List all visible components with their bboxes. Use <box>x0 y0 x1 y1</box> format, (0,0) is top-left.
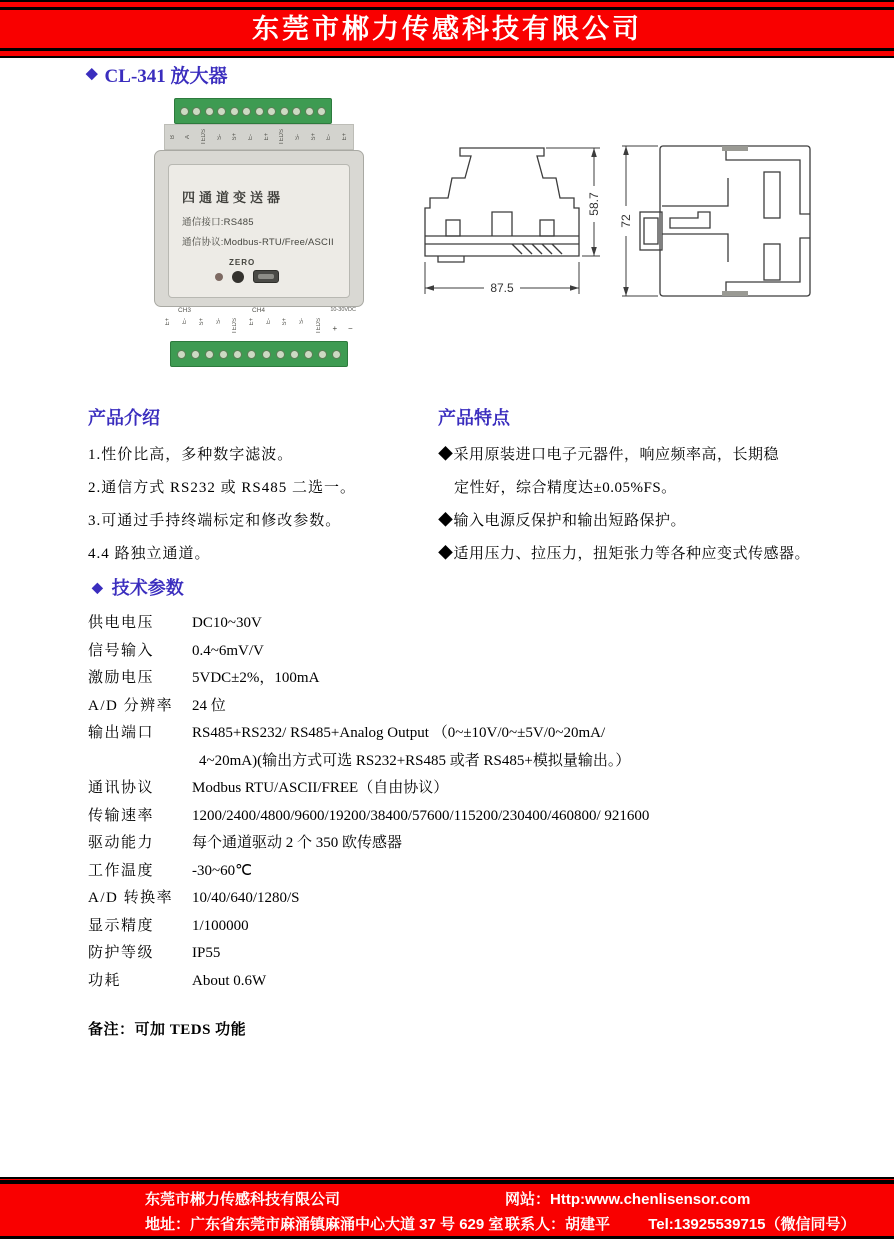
mini-usb-port <box>253 270 279 283</box>
spec-label: 激励电压 <box>88 670 155 686</box>
spec-value: About 0.6W <box>192 972 267 989</box>
ch4-label: CH4 <box>252 307 266 314</box>
spec-value: -30~60℃ <box>192 862 252 879</box>
screw-terminal <box>267 107 276 116</box>
spec-value: 10/40/640/1280/S <box>192 890 300 906</box>
terminal-block-bottom <box>170 341 348 367</box>
diamond-icon: ◆ <box>86 66 98 82</box>
side-view-drawing <box>614 136 819 308</box>
screw-terminal <box>317 107 326 116</box>
footer-content <box>145 1187 874 1237</box>
page-footer <box>0 1177 894 1239</box>
zero-button <box>232 271 244 283</box>
specs-heading-text: 技术参数 <box>111 578 184 598</box>
spec-value: 1200/2400/4800/9600/19200/38400/57600/115200/230400/460800/ 921600 <box>192 807 650 824</box>
screw-terminal <box>305 107 314 116</box>
device-case <box>154 150 364 307</box>
spec-row <box>88 638 858 666</box>
screw-terminal <box>242 107 251 116</box>
screw-terminal <box>230 107 239 116</box>
spec-value: Modbus RTU/ASCII/FREE（自由协议） <box>192 780 449 796</box>
spec-value: 每个通道驱动 2 个 350 欧传感器 <box>192 835 403 851</box>
power-minus-label: − <box>347 324 353 333</box>
device-model-label: 四通道变送器 <box>182 190 285 205</box>
note-teds: 备注：可加 TEDS 功能 <box>88 1022 247 1038</box>
feature-line: ◆输入电源反保护和输出短路保护。 <box>438 513 687 529</box>
screw-terminal <box>262 350 271 359</box>
screw-terminal <box>219 350 228 359</box>
pin-label: TEDS <box>201 128 208 145</box>
zero-label: ZERO <box>229 258 256 267</box>
pin-label: S+ <box>282 318 289 326</box>
dimension-height-front: 58.7 <box>587 192 601 216</box>
device-faceplate <box>168 164 350 298</box>
spec-row <box>88 913 858 941</box>
pin-label: B <box>169 134 176 139</box>
led-indicator <box>215 273 223 281</box>
spec-row <box>88 940 858 968</box>
intro-heading: 产品介绍 <box>88 408 160 428</box>
spec-label: 功耗 <box>88 972 122 989</box>
spec-row-continuation <box>88 748 858 776</box>
channel-group-labels <box>160 307 358 317</box>
screw-terminal <box>177 350 186 359</box>
spec-row <box>88 968 858 996</box>
screw-terminal <box>180 107 189 116</box>
pin-label: TEDS <box>279 128 286 145</box>
intro-item: 4.4 路独立通道。 <box>88 546 211 562</box>
intro-item: 2.通信方式 RS232 或 RS485 二选一。 <box>88 480 356 496</box>
spec-label: 通讯协议 <box>88 780 155 796</box>
footer-website: 网站：Http:www.chenlisensor.com <box>505 1191 751 1208</box>
device-controls <box>215 270 349 283</box>
pin-label: E+ <box>165 318 172 326</box>
footer-left-column <box>145 1187 505 1237</box>
pin-labels-top <box>164 124 354 150</box>
pin-label: E+ <box>263 133 270 141</box>
product-title-text: CL-341 放大器 <box>104 66 228 87</box>
pin-label: E- <box>265 318 272 324</box>
power-label: 10-30VDC <box>330 307 356 313</box>
spec-row <box>88 610 858 638</box>
dimension-height-side: 72 <box>619 214 633 228</box>
screw-terminal <box>292 107 301 116</box>
specs-heading <box>92 574 858 600</box>
pin-label: S- <box>216 134 223 140</box>
spec-label: A/D 转换率 <box>88 890 174 906</box>
intro-item: 3.可通过手持终端标定和修改参数。 <box>88 513 342 529</box>
intro-item: 1.性价比高，多种数字滤波。 <box>88 447 294 463</box>
feature-line: ◆采用原装进口电子元器件，响应频率高，长期稳 <box>438 447 780 463</box>
spec-label: A/D 分辨率 <box>88 697 174 714</box>
footer-contact-line <box>505 1212 874 1237</box>
spec-label: 工作温度 <box>88 862 155 879</box>
screw-terminal <box>276 350 285 359</box>
pin-label: TEDS <box>315 318 322 335</box>
spec-label: 信号输入 <box>88 642 155 659</box>
screw-terminal <box>192 107 201 116</box>
pin-label: A <box>185 134 192 139</box>
screw-terminal <box>290 350 299 359</box>
pin-label: S- <box>299 318 306 324</box>
spec-row <box>88 803 858 831</box>
terminal-block-top <box>174 98 332 124</box>
device-photo <box>152 92 366 380</box>
spec-value: 5VDC±2%，100mA <box>192 670 320 686</box>
spec-row <box>88 720 858 748</box>
screw-terminal <box>255 107 264 116</box>
spec-label: 驱动能力 <box>88 835 155 851</box>
section-specs <box>88 574 858 995</box>
pin-labels-bottom <box>160 307 358 341</box>
company-name: 东莞市郴力传感科技有限公司 <box>252 14 642 44</box>
spec-row <box>88 858 858 886</box>
spec-value: IP55 <box>192 945 221 961</box>
screw-terminal <box>332 350 341 359</box>
spec-label: 传输速率 <box>88 807 155 824</box>
pin-label: S+ <box>232 133 239 141</box>
screw-terminal <box>217 107 226 116</box>
dimension-width-front: 87.5 <box>490 281 514 295</box>
pin-label: TEDS <box>232 318 239 335</box>
footer-company: 东莞市郴力传感科技有限公司 <box>145 1191 341 1208</box>
pin-label: S- <box>295 134 302 140</box>
product-title <box>86 61 228 88</box>
pin-label: E- <box>182 318 189 324</box>
screw-terminal <box>205 107 214 116</box>
spec-label: 显示精度 <box>88 917 155 934</box>
spec-row <box>88 693 858 721</box>
spec-label: 供电电压 <box>88 615 155 631</box>
device-interface-label: 通信接口:RS485 <box>182 217 254 228</box>
pin-label: E- <box>326 134 333 140</box>
spec-value: 1/100000 <box>192 917 249 934</box>
screw-terminal <box>191 350 200 359</box>
pin-row <box>160 318 358 334</box>
spec-value: 0.4~6mV/V <box>192 642 264 659</box>
footer-address: 地址：广东省东莞市麻涌镇麻涌中心大道 37 号 629 室 <box>145 1216 504 1233</box>
section-product-features <box>438 404 868 571</box>
screw-terminal <box>205 350 214 359</box>
feature-line: ◆适用压力、拉压力，扭矩张力等各种应变式传感器。 <box>438 546 811 562</box>
pin-label: S+ <box>198 318 205 326</box>
device-protocol-label: 通信协议:Modbus-RTU/Free/ASCII <box>182 237 334 248</box>
spec-row <box>88 665 858 693</box>
spec-value: 4~20mA)(输出方式可选 RS232+RS485 或者 RS485+模拟量输出。） <box>199 752 631 769</box>
spec-label: 防护等级 <box>88 945 155 961</box>
pin-label: S+ <box>310 133 317 141</box>
features-heading: 产品特点 <box>438 408 510 428</box>
spec-value: 24 位 <box>192 697 226 714</box>
screw-terminal <box>247 350 256 359</box>
screw-terminal <box>318 350 327 359</box>
spec-value: DC10~30V <box>192 615 262 631</box>
page-header <box>0 0 894 58</box>
screw-terminal <box>233 350 242 359</box>
power-plus-label: + <box>332 324 338 333</box>
front-view-drawing <box>394 136 614 308</box>
footer-tel: Tel:13925539715（微信同号） <box>648 1216 856 1233</box>
section-product-intro <box>88 404 428 571</box>
footer-right-column <box>505 1187 874 1237</box>
pin-label: S- <box>215 318 222 324</box>
spec-label: 输出端口 <box>88 725 155 741</box>
spec-label <box>88 748 192 776</box>
screw-terminal <box>304 350 313 359</box>
feature-line: 定性好，综合精度达±0.05%FS。 <box>454 480 677 496</box>
diamond-icon: ◆ <box>92 579 103 595</box>
spec-value: RS485+RS232/ RS485+Analog Output （0~±10V/0~±5V/0~20mA/ <box>192 725 606 741</box>
ch3-label: CH3 <box>178 307 192 314</box>
pin-label: E+ <box>342 133 349 141</box>
spec-row <box>88 885 858 913</box>
pin-label: E+ <box>248 318 255 326</box>
spec-row <box>88 775 858 803</box>
screw-terminal <box>280 107 289 116</box>
footer-contact: 联系人：胡建平 <box>505 1216 611 1233</box>
pin-label: E- <box>248 134 255 140</box>
spec-row <box>88 830 858 858</box>
